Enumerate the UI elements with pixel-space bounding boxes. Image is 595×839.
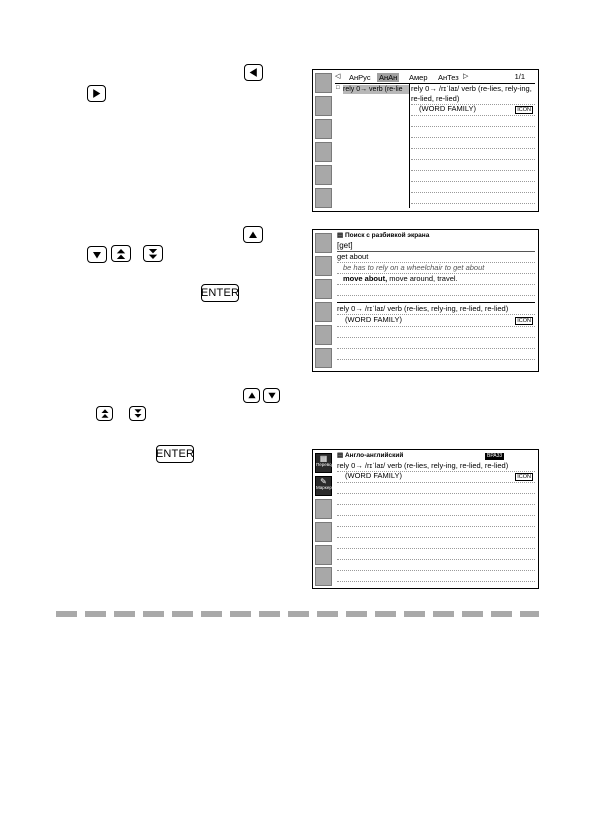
screen-title: ▤ Поиск с разбивкой экрана [337, 232, 430, 239]
page-indicator: 1/1 [514, 72, 525, 81]
translate-button: ▦ Перевод [315, 453, 332, 473]
entry-line: rely 0→ /rɪˈlaɪ/ verb (re-lies, rely-ing, re-lied, re-lied) [337, 461, 509, 470]
word-family-label: (WORD FAMILY) [345, 315, 402, 324]
tab-left-icon: ◁ [335, 73, 341, 80]
up-arrow-key-icon [243, 226, 263, 243]
right-arrow-key-icon [87, 85, 106, 102]
down-arrow-key-icon [87, 246, 107, 263]
tab-antez: АнТез [438, 73, 459, 82]
down-arrow-key-icon [263, 388, 280, 403]
dictionary-screen-1 [312, 69, 539, 212]
enter-key-icon [156, 445, 194, 463]
word-family-label: (WORD FAMILY) [345, 471, 402, 480]
enter-key-label: ENTER [155, 448, 195, 460]
screen-side-buttons [313, 230, 334, 371]
left-arrow-key-icon [244, 64, 263, 81]
screen-title: ▤ Англо-английский [337, 452, 404, 459]
dictionary-screen-3 [312, 449, 539, 589]
entry-line: rely 0→ /rɪˈlaɪ/ verb (re-lies, rely-ing, [411, 84, 532, 93]
tab-amer: Амер [409, 73, 428, 82]
translate-icon: ▦ [319, 454, 328, 463]
search-query: [get] [337, 241, 353, 250]
entry-line: re-lied, re-lied) [411, 94, 460, 103]
pen-icon: ✎ [320, 477, 327, 486]
book-icon: ▤ [337, 452, 345, 459]
screen-side-buttons [313, 450, 334, 588]
page-up-key-icon [96, 406, 113, 421]
word-family-label: (WORD FAMILY) [419, 104, 476, 113]
icon-tag: ICON [517, 107, 531, 113]
list-item: rely 0→ verb (re-lie [343, 85, 409, 94]
enter-key-label: ENTER [200, 287, 240, 299]
page-down-key-icon [129, 406, 146, 421]
dictionary-badge: BPA33 [487, 453, 503, 459]
dictionary-screen-2 [312, 229, 539, 372]
icon-tag: ICON [517, 318, 531, 324]
tab-right-icon: ▷ [463, 73, 469, 80]
icon-tag: ICON [517, 474, 531, 480]
marker-button: ✎ Маркер [315, 476, 332, 496]
page-down-key-icon [143, 245, 163, 262]
entry-line: rely 0→ /rɪˈlaɪ/ verb (re-lies, rely-ing, re-lied, re-lied) [337, 304, 509, 313]
example-line: be has to rely on a wheelchair to get about [343, 263, 485, 272]
result-line: move about, move around, travel. [343, 274, 458, 283]
list-marker-icon: □ [336, 85, 340, 91]
result-line: get about [337, 252, 369, 261]
tab-anrus: АнРус [349, 73, 371, 82]
up-arrow-key-icon [243, 388, 260, 403]
enter-key-icon [201, 284, 239, 302]
tab-anan: АнАн [379, 73, 398, 82]
book-icon: ▤ [337, 232, 345, 239]
page-up-key-icon [111, 245, 131, 262]
screen-side-buttons [313, 70, 334, 211]
